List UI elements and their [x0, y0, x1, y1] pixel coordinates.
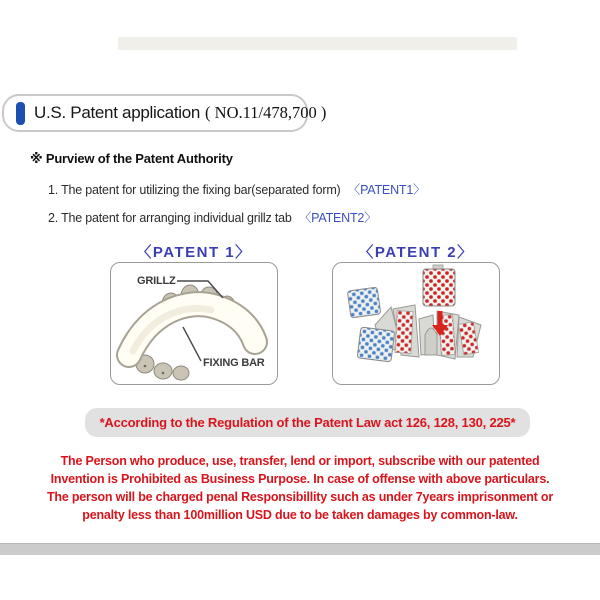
fixing-bar-connector-line: [183, 327, 201, 361]
patent2-label: 〈PATENT 2〉: [358, 244, 474, 261]
list-item-text: 2. The patent for arranging individual grillz tab: [48, 211, 292, 225]
list-item-patent2: [48, 208, 376, 226]
title-accent-bar: [16, 102, 25, 125]
purview-heading: ※ Purview of the Patent Authority: [30, 151, 233, 166]
individual-grillz-tabs-illustration: [333, 263, 498, 383]
regulation-banner: *According to the Regulation of the Patent Law act 126, 128, 130, 225*: [85, 408, 530, 437]
patent-application-header: [2, 94, 327, 132]
warning-text: [0, 452, 600, 524]
fixing-bar-annotation: FIXING BAR: [203, 357, 265, 369]
patent2-link[interactable]: 〈PATENT2〉: [298, 211, 377, 225]
patent2-image: [332, 262, 500, 385]
warning-line: The Person who produce, use, transfer, lend or import, subscribe with our patented: [60, 454, 540, 468]
top-scan-artifact: [118, 37, 517, 50]
page-title: U.S. Patent application: [34, 103, 201, 122]
patent1-link[interactable]: 〈PATENT1〉: [347, 183, 426, 197]
application-number: ( NO.11/478,700 ): [205, 103, 327, 122]
list-item-patent1: [48, 180, 425, 198]
red-grillz-tab: [423, 265, 455, 306]
patent1-image: [110, 262, 278, 385]
warning-line: Invention is Prohibited as Business Purpose. In case of offense with above particulars.: [50, 472, 550, 486]
bottom-divider-bar: [0, 543, 600, 555]
patent1-label: 〈PATENT 1〉: [136, 244, 252, 261]
grillz-annotation: GRILLZ: [137, 275, 176, 287]
list-item-text: 1. The patent for utilizing the fixing bar(separated form): [48, 183, 341, 197]
warning-line: The person will be charged penal Responsibillity such as under 7years imprisonment or: [46, 490, 554, 504]
warning-line: penalty less than 100million USD due to be taken damages by common-law.: [82, 508, 518, 522]
